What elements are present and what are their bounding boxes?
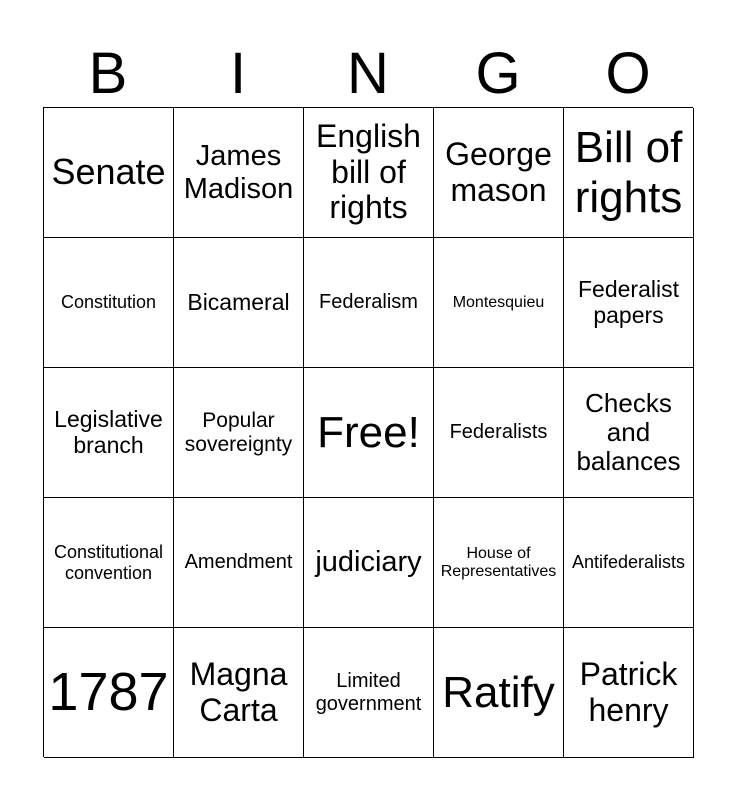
- bingo-cell-r5c5[interactable]: [564, 628, 694, 758]
- bingo-cell-r1c1[interactable]: [44, 108, 174, 238]
- cell-text: House of Representatives: [440, 544, 557, 580]
- bingo-cell-r5c2[interactable]: [174, 628, 304, 758]
- cell-text: James Madison: [183, 140, 294, 205]
- bingo-cell-r5c3[interactable]: [304, 628, 434, 758]
- cell-text: Bicameral: [187, 288, 290, 315]
- bingo-cell-r3c1[interactable]: [44, 368, 174, 498]
- bingo-cell-r4c5[interactable]: [564, 498, 694, 628]
- cell-text: Checks and balances: [576, 387, 681, 477]
- bingo-cell-r2c5[interactable]: [564, 238, 694, 368]
- bingo-cell-r2c4[interactable]: [434, 238, 564, 368]
- bingo-cell-r5c1[interactable]: [44, 628, 174, 758]
- cell-text: Bill of rights: [574, 123, 683, 222]
- cell-text: Montesquieu: [452, 293, 545, 311]
- cell-text: Magna Carta: [189, 655, 288, 728]
- cell-text: Federalist papers: [578, 275, 679, 328]
- cell-text: Ratify: [442, 667, 555, 717]
- bingo-cell-r4c2[interactable]: [174, 498, 304, 628]
- bingo-cell-r1c3[interactable]: [304, 108, 434, 238]
- bingo-cell-r5c4[interactable]: [434, 628, 564, 758]
- bingo-cell-r4c3[interactable]: [304, 498, 434, 628]
- cell-text: 1787: [48, 662, 169, 723]
- bingo-cell-r4c4[interactable]: [434, 498, 564, 628]
- cell-text: Constitution: [60, 292, 157, 313]
- bingo-cell-r4c1[interactable]: [44, 498, 174, 628]
- cell-text: George mason: [445, 135, 552, 208]
- cell-text: Federalism: [319, 291, 418, 314]
- cell-text: Popular sovereignty: [184, 408, 293, 456]
- bingo-cell-r3c5[interactable]: [564, 368, 694, 498]
- bingo-cell-r3c2[interactable]: [174, 368, 304, 498]
- bingo-board: [43, 107, 693, 757]
- cell-text: Limited government: [315, 670, 422, 715]
- free-space-text: Free!: [317, 407, 420, 457]
- cell-text: Legislative branch: [54, 405, 163, 458]
- cell-text: Patrick henry: [579, 655, 678, 728]
- cell-text: Amendment: [184, 551, 293, 574]
- header-letter-o: O: [605, 41, 651, 106]
- bingo-cell-free[interactable]: [304, 368, 434, 498]
- header-letter-i: I: [229, 41, 247, 106]
- cell-text: Federalists: [449, 421, 548, 444]
- bingo-cell-r2c3[interactable]: [304, 238, 434, 368]
- bingo-cell-r1c5[interactable]: [564, 108, 694, 238]
- bingo-cell-r1c2[interactable]: [174, 108, 304, 238]
- bingo-cell-r1c4[interactable]: [434, 108, 564, 238]
- bingo-header: [43, 40, 693, 108]
- cell-text: Antifederalists: [571, 552, 686, 573]
- header-letter-n: N: [347, 41, 389, 106]
- header-letter-b: B: [88, 41, 128, 106]
- bingo-cell-r3c4[interactable]: [434, 368, 564, 498]
- bingo-cell-r2c1[interactable]: [44, 238, 174, 368]
- cell-text: English bill of rights: [316, 117, 421, 226]
- cell-text: Senate: [51, 151, 166, 193]
- cell-text: Constitutional convention: [53, 542, 164, 583]
- header-letter-g: G: [475, 41, 521, 106]
- bingo-cell-r2c2[interactable]: [174, 238, 304, 368]
- cell-text: judiciary: [315, 546, 422, 579]
